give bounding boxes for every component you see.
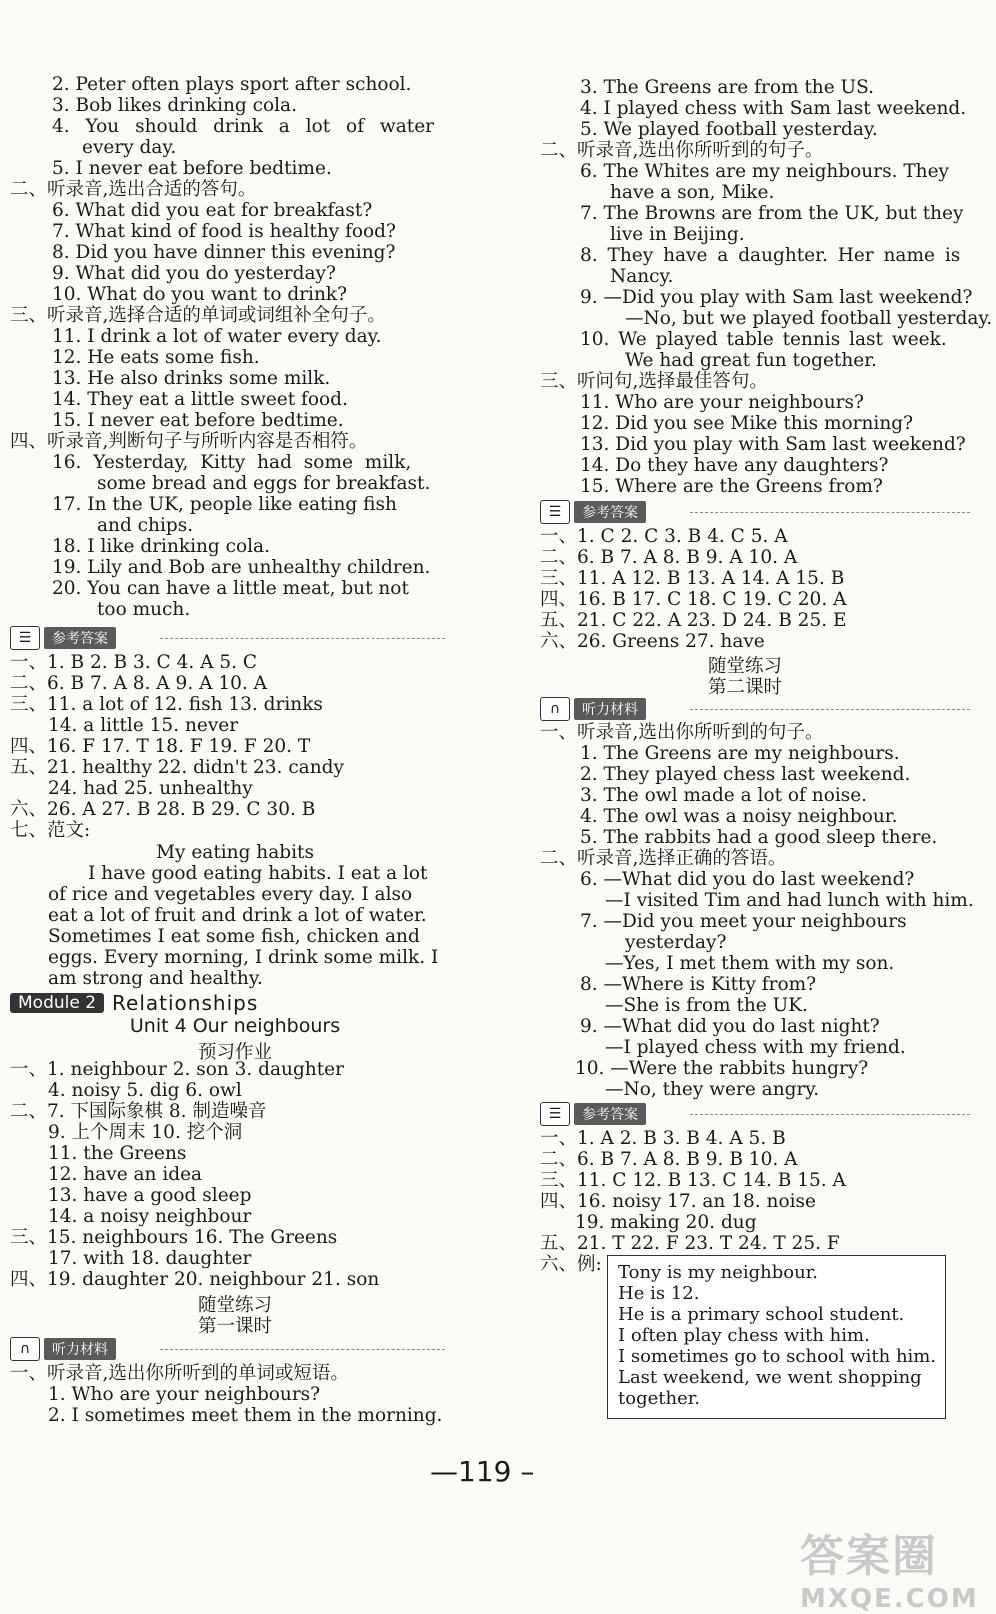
answer-line: 二、7. 下国际象棋 8. 制造噪音 (10, 1101, 267, 1122)
text-line: 6. What did you eat for breakfast? (52, 200, 373, 221)
text-line: 9. —What did you do last night? (580, 1016, 880, 1037)
text-line: Nancy. (610, 266, 674, 287)
text-line: 12. Did you see Mike this morning? (580, 413, 913, 434)
example-line: He is a primary school student. (618, 1304, 905, 1325)
example-line: Last weekend, we went shopping (618, 1367, 922, 1388)
answer-tag (10, 626, 116, 650)
text-line: —Yes, I met them with my son. (605, 953, 895, 974)
text-line: 3. Bob likes drinking cola. (52, 95, 297, 116)
answer-line: 17. with 18. daughter (48, 1248, 252, 1269)
answer-tag (540, 500, 646, 524)
example-line: Tony is my neighbour. (618, 1262, 819, 1283)
answer-line: 9. 上个周末 10. 挖个洞 (48, 1122, 243, 1143)
dashed-divider (160, 638, 445, 639)
answer-line: 五、21. C 22. A 23. D 24. B 25. E (540, 610, 847, 631)
class-practice-title: 随堂练习 (197, 1295, 272, 1316)
answer-key-icon: ☰ (540, 500, 570, 524)
text-line: 8. —Where is Kitty from? (580, 974, 817, 995)
text-line: 5. The rabbits had a good sleep there. (580, 827, 938, 848)
text-line: —No, they were angry. (605, 1079, 820, 1100)
section-heading: 一、听录音,选出你所听到的单词或短语。 (10, 1363, 349, 1384)
answer-line: 四、16. noisy 17. an 18. noise (540, 1191, 816, 1212)
essay-line: Sometimes I eat some fish, chicken and (48, 926, 420, 947)
text-line: 2. Peter often plays sport after school. (52, 74, 412, 95)
listening-tag-label: 听力材料 (44, 1338, 116, 1360)
text-line: 10. What do you want to drink? (52, 284, 348, 305)
answer-line: 一、1. C 2. C 3. B 4. C 5. A (540, 526, 788, 547)
lesson-title: 第二课时 (707, 677, 782, 698)
text-line: yesterday? (625, 932, 727, 953)
text-line: 4. The owl was a noisy neighbour. (580, 806, 898, 827)
text-line: 7. What kind of food is healthy food? (52, 221, 396, 242)
text-line: 19. Lily and Bob are unhealthy children. (52, 557, 431, 578)
answer-tag-label: 参考答案 (574, 501, 646, 523)
answer-line: 19. making 20. dug (575, 1212, 757, 1233)
answer-line: 五、21. T 22. F 23. T 24. T 25. F (540, 1233, 840, 1254)
example-writing-box (607, 1255, 946, 1419)
text-line: 6. The Whites are my neighbours. They (580, 161, 949, 182)
dashed-divider (160, 1349, 445, 1350)
answer-line: 一、1. A 2. B 3. B 4. A 5. B (540, 1128, 786, 1149)
section-heading: 二、听录音,选出你所听到的句子。 (540, 140, 824, 161)
answer-line: 六、26. Greens 27. have (540, 631, 765, 652)
answer-line: 一、1. neighbour 2. son 3. daughter (10, 1059, 344, 1080)
answer-line: 四、16. F 17. T 18. F 19. F 20. T (10, 736, 311, 757)
text-line: 5. We played football yesterday. (580, 119, 878, 140)
listening-tag-label: 听力材料 (574, 698, 646, 720)
answer-line: 一、1. B 2. B 3. C 4. A 5. C (10, 652, 258, 673)
text-line: 18. I like drinking cola. (52, 536, 270, 557)
text-line: 11. I drink a lot of water every day. (52, 326, 382, 347)
example-line: together. (618, 1388, 701, 1409)
text-line: 6. —What did you do last weekend? (580, 869, 915, 890)
text-line: 15. Where are the Greens from? (580, 476, 883, 497)
text-line: We had great fun together. (625, 350, 877, 371)
text-line: 15. I never eat before bedtime. (52, 410, 344, 431)
answer-line: 二、6. B 7. A 8. A 9. A 10. A (10, 673, 267, 694)
text-line: 2. They played chess last weekend. (580, 764, 911, 785)
module-label: Module 2 (10, 993, 104, 1013)
text-line: 17. In the UK, people like eating fish (52, 494, 397, 515)
section-heading: 四、听录音,判断句子与所听内容是否相符。 (10, 431, 368, 452)
text-line: 12. He eats some fish. (52, 347, 260, 368)
example-line: He is 12. (618, 1283, 700, 1304)
module-bar (10, 991, 258, 1015)
answer-line: 三、15. neighbours 16. The Greens (10, 1227, 338, 1248)
text-line: 7. The Browns are from the UK, but they (580, 203, 964, 224)
text-line: 10. We played table tennis last week. (580, 329, 947, 350)
answer-key-icon: ☰ (10, 626, 40, 650)
answer-line: 六、26. A 27. B 28. B 29. C 30. B (10, 799, 316, 820)
text-line: some bread and eggs for breakfast. (97, 473, 431, 494)
essay-title: My eating habits (156, 842, 314, 863)
text-line: too much. (97, 599, 191, 620)
text-line: 2. I sometimes meet them in the morning. (48, 1405, 443, 1426)
text-line: 3. The owl made a lot of noise. (580, 785, 868, 806)
unit-title: Unit 4 Our neighbours (129, 1015, 341, 1037)
text-line: 4. I played chess with Sam last weekend. (580, 98, 967, 119)
text-line: have a son, Mike. (610, 182, 775, 203)
section-heading: 三、听录音,选择合适的单词或词组补全句子。 (10, 305, 386, 326)
answer-key-icon: ☰ (540, 1102, 570, 1126)
text-line: 14. Do they have any daughters? (580, 455, 889, 476)
section-heading: 二、听录音,选择正确的答语。 (540, 848, 787, 869)
answer-line: 14. a noisy neighbour (48, 1206, 252, 1227)
text-line: 13. Did you play with Sam last weekend? (580, 434, 966, 455)
answer-line: 七、范文: (10, 820, 91, 841)
text-line: 5. I never eat before bedtime. (52, 158, 332, 179)
answer-tag (540, 1102, 646, 1126)
answer-line: 24. had 25. unhealthy (48, 778, 253, 799)
text-line: 9. —Did you play with Sam last weekend? (580, 287, 973, 308)
lesson-title: 第一课时 (197, 1316, 272, 1337)
text-line: 10. —Were the rabbits hungry? (575, 1058, 869, 1079)
text-line: —I visited Tim and had lunch with him. (605, 890, 974, 911)
text-line: —No, but we played football yesterday. (625, 308, 993, 329)
text-line: 8. Did you have dinner this evening? (52, 242, 396, 263)
section-heading: 一、听录音,选出你所听到的句子。 (540, 722, 824, 743)
example-line: I sometimes go to school with him. (618, 1346, 937, 1367)
answer-line: 二、6. B 7. A 8. B 9. B 10. A (540, 1149, 798, 1170)
answer-tag-label: 参考答案 (574, 1103, 646, 1125)
answer-line: 三、11. a lot of 12. fish 13. drinks (10, 694, 323, 715)
text-line: and chips. (97, 515, 194, 536)
text-line: 8. They have a daughter. Her name is (580, 245, 961, 266)
answer-line: 六、例: (540, 1254, 602, 1275)
dashed-divider (690, 1114, 970, 1115)
answer-line: 4. noisy 5. dig 6. owl (48, 1080, 242, 1101)
page-number: —119 – (430, 1455, 535, 1488)
module-title: Relationships (112, 991, 259, 1015)
text-line: 1. Who are your neighbours? (48, 1384, 321, 1405)
class-practice-title: 随堂练习 (707, 656, 782, 677)
text-line: 14. They eat a little sweet food. (52, 389, 348, 410)
essay-line: of rice and vegetables every day. I also (48, 884, 413, 905)
section-heading: 二、听录音,选出合适的答句。 (10, 179, 257, 200)
answer-line: 三、11. C 12. B 13. C 14. B 15. A (540, 1170, 846, 1191)
text-line: live in Beijing. (610, 224, 745, 245)
preview-title: 预习作业 (197, 1042, 272, 1063)
answer-line: 三、11. A 12. B 13. A 14. A 15. B (540, 568, 845, 589)
text-line: 7. —Did you meet your neighbours (580, 911, 907, 932)
text-line: every day. (82, 137, 177, 158)
answer-line: 五、21. healthy 22. didn't 23. candy (10, 757, 344, 778)
answer-tag-label: 参考答案 (44, 627, 116, 649)
answer-line: 四、16. B 17. C 18. C 19. C 20. A (540, 589, 847, 610)
text-line: —I played chess with my friend. (605, 1037, 906, 1058)
essay-line: eggs. Every morning, I drink some milk. I (48, 947, 439, 968)
text-line: 20. You can have a little meat, but not (52, 578, 409, 599)
text-line: 1. The Greens are my neighbours. (580, 743, 900, 764)
watermark-bottom: MXQE.COM (800, 1584, 979, 1614)
listening-tag (10, 1337, 116, 1361)
watermark-top: 答案圈 (800, 1531, 938, 1582)
headphones-icon: ∩ (10, 1337, 40, 1361)
answer-line: 13. have a good sleep (48, 1185, 252, 1206)
answer-line: 11. the Greens (48, 1143, 187, 1164)
text-line: 4. You should drink a lot of water (52, 116, 435, 137)
answer-line: 四、19. daughter 20. neighbour 21. son (10, 1269, 380, 1290)
dashed-divider (690, 512, 970, 513)
answer-line: 14. a little 15. never (48, 715, 239, 736)
essay-line: I have good eating habits. I eat a lot (88, 863, 428, 884)
answer-line: 12. have an idea (48, 1164, 203, 1185)
text-line: 16. Yesterday, Kitty had some milk, (52, 452, 412, 473)
essay-line: am strong and healthy. (48, 968, 263, 989)
listening-tag (540, 697, 646, 721)
text-line: 9. What did you do yesterday? (52, 263, 336, 284)
headphones-icon: ∩ (540, 697, 570, 721)
text-line: 11. Who are your neighbours? (580, 392, 864, 413)
section-heading: 三、听问句,选择最佳答句。 (540, 371, 768, 392)
answer-line: 二、6. B 7. A 8. B 9. A 10. A (540, 547, 798, 568)
text-line: —She is from the UK. (605, 995, 808, 1016)
essay-line: eat a lot of fruit and drink a lot of water. (48, 905, 427, 926)
example-line: I often play chess with him. (618, 1325, 870, 1346)
text-line: 3. The Greens are from the US. (580, 77, 875, 98)
text-line: 13. He also drinks some milk. (52, 368, 331, 389)
dashed-divider (690, 709, 970, 710)
